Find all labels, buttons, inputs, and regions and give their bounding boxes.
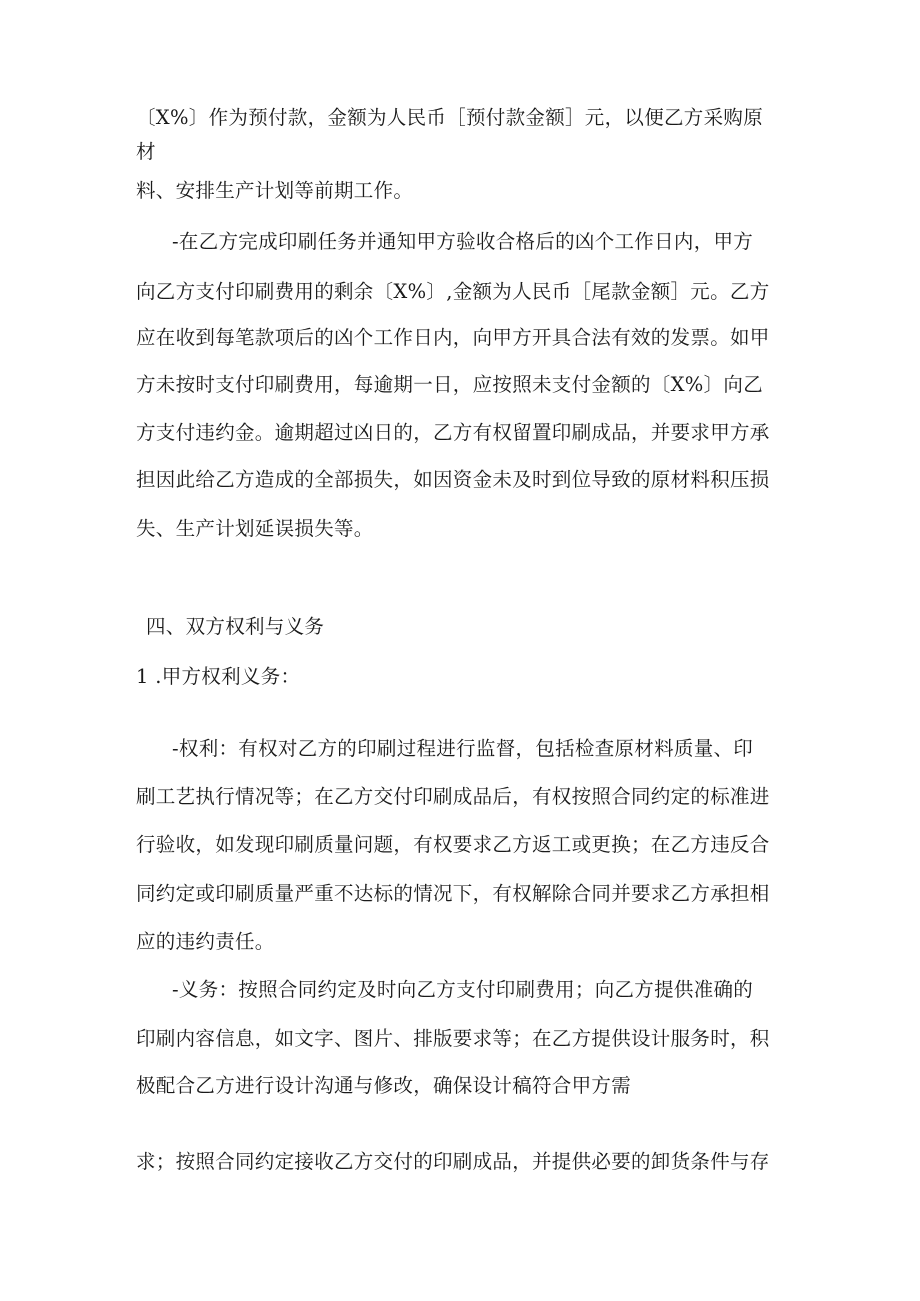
paragraph-line: -权利：有权对乙方的印刷过程进行监督，包括检查原材料质量、印 (172, 737, 754, 760)
paragraph-line: 求；按照合同约定接收乙方交付的印刷成品，并提供必要的卸货条件与存 (136, 1150, 770, 1173)
paragraph-line: -在乙方完成印刷任务并通知甲方验收合格后的凶个工作日内，甲方 (172, 230, 754, 253)
paragraph-line: 向乙方支付印刷费用的剩余〔X%〕,金额为人民币［尾款金额］元。乙方 (136, 280, 770, 303)
paragraph-line: 料、安排生产计划等前期工作。 (136, 179, 414, 202)
paragraph-line: 印刷内容信息，如文字、图片、排版要求等；在乙方提供设计服务时，积 (136, 1027, 770, 1050)
paragraph-line: 失、生产计划延误损失等。 (136, 517, 374, 540)
paragraph-line: 同约定或印刷质量严重不达标的情况下，有权解除合同并要求乙方承担相 (136, 882, 770, 905)
paragraph-line: -义务：按照合同约定及时向乙方支付印刷费用；向乙方提供准确的 (172, 978, 754, 1001)
paragraph-line: 应在收到每笔款项后的凶个工作日内，向甲方开具合法有效的发票。如甲 (136, 326, 770, 349)
section-heading: 四、双方权利与义务 (146, 615, 325, 638)
paragraph-line: 行验收，如发现印刷质量问题，有权要求乙方返工或更换；在乙方违反合 (136, 833, 770, 856)
paragraph-line: 材 (136, 140, 156, 163)
paragraph-line: 刷工艺执行情况等；在乙方交付印刷成品后，有权按照合同约定的标准进 (136, 785, 770, 808)
paragraph-line: 方支付违约金。逾期超过凶日的，乙方有权留置印刷成品，并要求甲方承 (136, 421, 770, 444)
subsection-heading: 1 .甲方权利义务： (136, 665, 301, 688)
paragraph-line: 方未按时支付印刷费用，每逾期一日，应按照未支付金额的〔X%〕向乙 (136, 373, 764, 396)
paragraph-line: 极配合乙方进行设计沟通与修改，确保设计稿符合甲方需 (136, 1074, 632, 1097)
paragraph-line: 〔X%〕作为预付款，金额为人民币［预付款金额］元，以便乙方采购原 (136, 106, 764, 129)
paragraph-line: 应的违约责任。 (136, 930, 275, 953)
paragraph-line: 担因此给乙方造成的全部损失，如因资金未及时到位导致的原材料积压损 (136, 468, 770, 491)
